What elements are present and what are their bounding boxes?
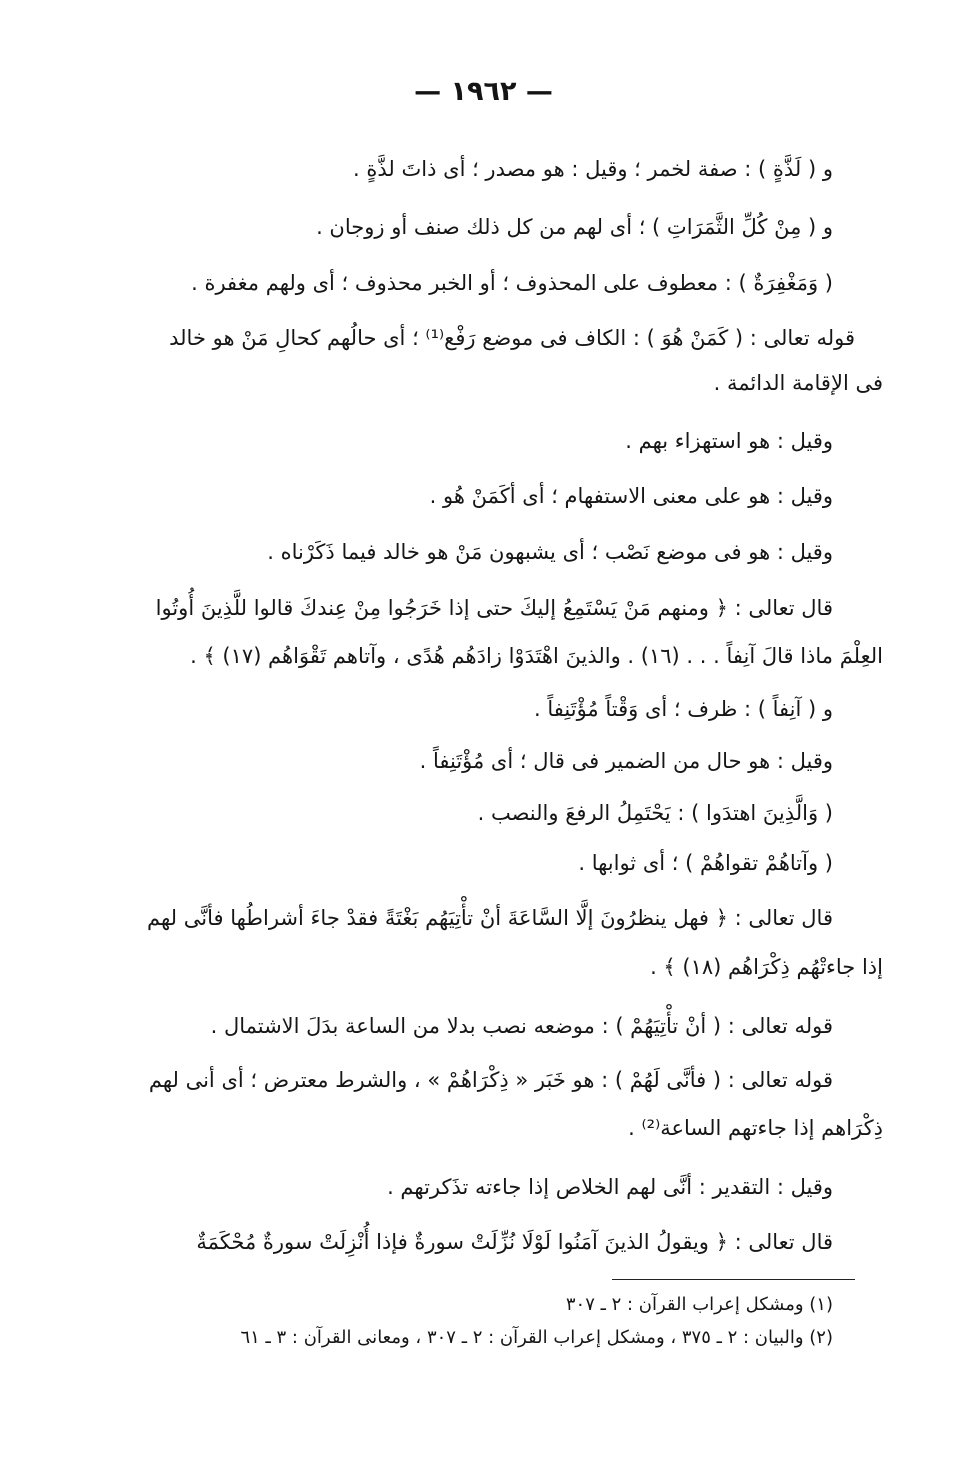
text-line: وقيل : هو فى موضع نَصْب ؛ أى يشبهون مَنْ هو خالد فيما ذَكَرْناه . bbox=[267, 540, 833, 564]
page-number: — ١٩٦٢ — bbox=[414, 76, 553, 107]
text-line: وقيل : هو استهزاء بهم . bbox=[625, 429, 833, 453]
footnote: (٢) والبيان : ٢ ـ ٣٧٥ ، ومشكل إعراب القرآن : ٢ ـ ٣٠٧ ، ومعانى القرآن : ٣ ـ ٦١ bbox=[240, 1327, 833, 1348]
text-line: العِلْمَ ماذا قالَ آنِفاً . . . (١٦) . والذينَ اهْتَدَوْا زادَهُم هُدًى ، وآتاهم تَقْوَاهُم (١٧) ﴾ . bbox=[190, 644, 883, 668]
footnote-divider bbox=[612, 1279, 855, 1280]
text-line: ( وَالَّذِينَ اهتدَوا ) : يَحْتَمِلُ الرفعَ والنصب . bbox=[477, 801, 833, 825]
text-line: قوله تعالى : ( فأنَّى لَهُمْ ) : هو خَبَر « ذِكْرَاهُمْ » ، والشرط معترض ؛ أى أنى لهم bbox=[148, 1068, 833, 1092]
text-line: قوله تعالى : ( أنْ تأْتِيَهُمْ ) : موضعه نصب بدلا من الساعة بدَلَ الاشتمال . bbox=[210, 1014, 833, 1038]
text-line: قال تعالى : ﴿ ومنهم مَنْ يَسْتَمِعُ إليكَ حتى إذا خَرَجُوا مِنْ عِندكَ قالوا للَّذِينَ أُوتُوا bbox=[155, 596, 833, 620]
text-line: ( وآتاهُمْ تقواهُمْ ) ؛ أى ثوابها . bbox=[578, 851, 833, 875]
text-line: إذا جاءتْهُم ذِكْرَاهُم (١٨) ﴾ . bbox=[650, 955, 883, 979]
text-line: و ( آنِفاً ) : ظرف ؛ أى وَقْتاً مُؤْتَنِفاً . bbox=[534, 697, 833, 721]
text-line: قال تعالى : ﴿ فهل ينظرُونَ إلَّا السَّاعَةَ أنْ تأْتِيَهُم بَغْتَةً فقدْ جاءَ أشراطُها فأنَّى لهم bbox=[147, 906, 833, 930]
text-line: و ( لَذَّةٍ ) : صفة لخمر ؛ وقيل : هو مصدر ؛ أى ذاتَ لذَّةٍ . bbox=[353, 157, 833, 181]
footnote: (١) ومشكل إعراب القرآن : ٢ ـ ٣٠٧ bbox=[565, 1294, 833, 1315]
text-line: و ( مِنْ كُلِّ الثَّمَرَاتِ ) ؛ أى لهم من كل ذلك صنف أو زوجان . bbox=[316, 215, 833, 239]
text-line: قوله تعالى : ( كَمَنْ هُوَ ) : الكاف فى موضع رَفْع⁽¹⁾ ؛ أى حالُهم كحالِ مَنْ هو خالد bbox=[169, 326, 855, 350]
text-line: وقيل : التقدير : أنَّى لهم الخلاص إذا جاءته تذَكرتهم . bbox=[387, 1175, 833, 1199]
text-line: وقيل : هو حال من الضمير فى قال ؛ أى مُؤْتَنِفاً . bbox=[419, 749, 833, 773]
text-line: ذِكْرَاهم إذا جاءتهم الساعة⁽²⁾ . bbox=[628, 1116, 883, 1140]
text-line: وقيل : هو على معنى الاستفهام ؛ أى أكَمَنْ هُو . bbox=[429, 484, 833, 508]
text-line: قال تعالى : ﴿ ويقولُ الذينَ آمَنُوا لَوْلَا نُزِّلَتْ سورةٌ فإذا أُنْزِلَتْ سورةٌ مُحْكَمَةٌ bbox=[196, 1230, 833, 1254]
text-line: ( وَمَغْفِرَةٌ ) : معطوف على المحذوف ؛ أو الخبر محذوف ؛ أى ولهم مغفرة . bbox=[191, 271, 833, 295]
text-line: فى الإقامة الدائمة . bbox=[713, 371, 883, 395]
